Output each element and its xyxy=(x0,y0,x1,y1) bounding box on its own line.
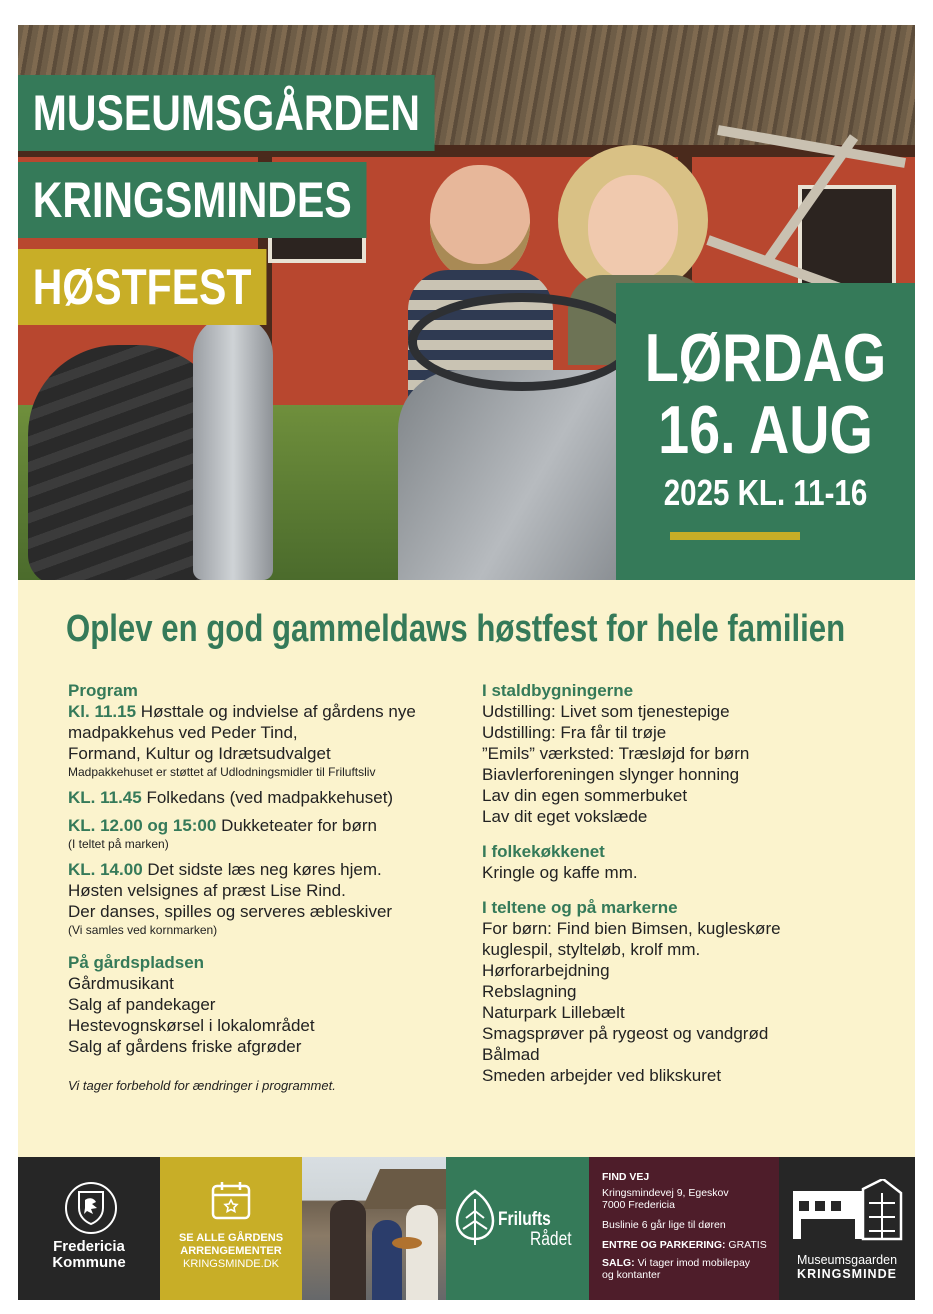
disclaimer: Vi tager forbehold for ændringer i programmet. xyxy=(68,1078,336,1093)
gaardspladsen-heading: På gårdspladsen xyxy=(68,953,205,972)
folkedance-photo xyxy=(302,1157,446,1300)
list-item: Lav dit eget vokslæde xyxy=(482,807,648,826)
program-note: (I teltet på marken) xyxy=(68,837,169,851)
poster xyxy=(18,25,915,1300)
date-weekday: LØRDAG xyxy=(644,320,887,396)
events-link[interactable]: SE ALLE GÅRDENS ARRENGEMENTER KRINGSMINDE.DK xyxy=(160,1157,302,1300)
program-heading: Program xyxy=(68,681,138,700)
list-item: Gårdmusikant xyxy=(68,974,174,993)
list-item: Udstilling: Fra får til trøje xyxy=(482,723,667,742)
program-item: KL. 12.00 og 15:00 Dukketeater for børn (I teltet på marken) xyxy=(68,815,468,852)
left-column xyxy=(68,680,468,1096)
list-item: ”Emils” værksted: Træsløjd for børn xyxy=(482,744,750,763)
program-item: Kl. 11.15 Høsttale og indvielse af gårdens nye madpakkehus ved Peder Tind, Formand, Kultur og Idrætsudvalget Madpakkehuset er støttet af Udlodningsmidler til Friluftsliv xyxy=(68,701,468,780)
list-item: Naturpark Lillebælt xyxy=(482,1003,625,1022)
program-panel xyxy=(18,580,915,1157)
list-item: Hørforarbejdning xyxy=(482,961,610,980)
program-note: (Vi samles ved kornmarken) xyxy=(68,923,218,937)
find-vej-info: FIND VEJ Kringsmindevej 9, Egeskov 7000 Fredericia Buslinie 6 går lige til døren ENTRE OG PARKERING: GRATIS SALG: Vi tager imod mobilepay og kontanter xyxy=(589,1157,779,1300)
date-year-time: 2025 KL. 11-16 xyxy=(663,472,868,513)
title-line-3: HØSTFEST xyxy=(18,249,266,325)
list-item: Salg af pandekager xyxy=(68,995,216,1014)
list-item: Rebslagning xyxy=(482,982,577,1001)
date-underline xyxy=(670,532,800,540)
list-item: Hestevognskørsel i lokalområdet xyxy=(68,1016,315,1035)
crest-icon xyxy=(65,1182,117,1234)
title-line-2: KRINGSMINDES xyxy=(18,162,366,238)
footer xyxy=(18,1157,915,1300)
program-note: Madpakkehuset er støttet af Udlodningsmidler til Friluftsliv xyxy=(68,765,376,779)
list-item: Udstilling: Livet som tjenestepige xyxy=(482,702,730,721)
list-item: For børn: Find bien Bimsen, kugleskøre xyxy=(482,919,781,938)
stald-heading: I staldbygningerne xyxy=(482,681,634,700)
program-item: KL. 14.00 Det sidste læs neg køres hjem. Høsten velsignes af præst Lise Rind. Der danses, spilles og serveres æbleskiver (Vi samles ved kornmarken) xyxy=(68,859,468,938)
list-item: Lav din egen sommerbuket xyxy=(482,786,688,805)
date-box xyxy=(616,283,915,580)
farmhouse-icon xyxy=(791,1179,903,1243)
list-item: Bålmad xyxy=(482,1045,540,1064)
date-day: 16. AUG xyxy=(658,392,873,468)
list-item: Salg af gårdens friske afgrøder xyxy=(68,1037,302,1056)
list-item: kuglespil, stylteløb, krolf mm. xyxy=(482,940,701,959)
teltene-heading: I teltene og på markerne xyxy=(482,898,678,917)
kommune-logo: Fredericia Kommune xyxy=(18,1157,160,1300)
museum-logo: Museumsgaarden KRINGSMINDE xyxy=(779,1157,915,1300)
folkekoekken-heading: I folkekøkkenet xyxy=(482,842,605,861)
list-item: Smagsprøver på rygeost og vandgrød xyxy=(482,1024,769,1043)
right-column xyxy=(482,680,882,1086)
headline: Oplev en god gammeldaws høstfest for hele familien xyxy=(66,608,846,650)
list-item: Kringle og kaffe mm. xyxy=(482,863,638,882)
title-line-1: MUSEUMSGÅRDEN xyxy=(18,75,435,151)
program-item: KL. 11.45 Folkedans (ved madpakkehuset) xyxy=(68,788,394,807)
calendar-icon xyxy=(210,1179,252,1221)
leaf-icon xyxy=(454,1189,496,1245)
list-item: Biavlerforeningen slynger honning xyxy=(482,765,740,784)
list-item: Smeden arbejder ved blikskuret xyxy=(482,1066,722,1085)
friluftsraadet-logo: Frilufts Rådet xyxy=(446,1157,589,1300)
